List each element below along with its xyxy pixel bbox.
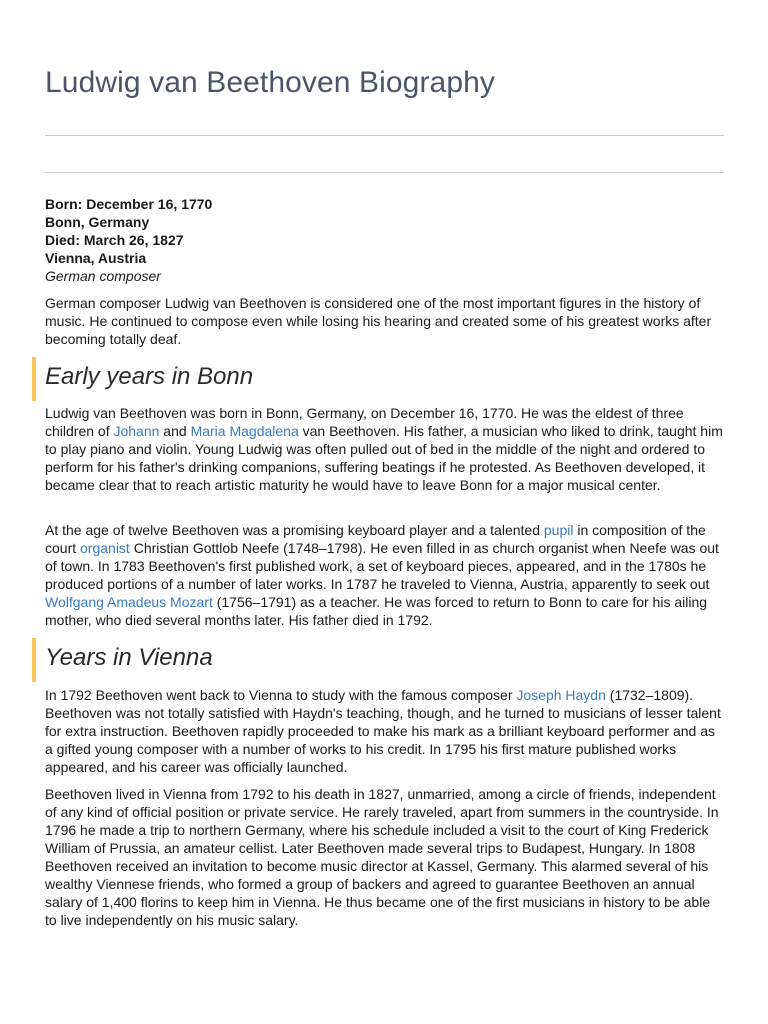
vienna-paragraph-1	[45, 686, 725, 776]
occupation: German composer	[45, 268, 161, 284]
text: Christian Gottlob Neefe (1748–1798). He even filled in as church organist when Neefe was out of town. In 1783 Beethoven's first published work, a set of keyboard pieces, appeared, and in the 1780s he produced portions of a number of later works. In 1787 he traveled to Vienna, Austria, apparently to seek out	[45, 540, 719, 592]
text: and	[159, 423, 191, 439]
divider-top	[45, 135, 724, 136]
link-pupil[interactable]: pupil	[543, 522, 574, 538]
died-place: Vienna, Austria	[45, 250, 147, 266]
link-organist[interactable]: organist	[80, 540, 130, 556]
early-paragraph-1	[45, 404, 725, 494]
intro-paragraph: German composer Ludwig van Beethoven is considered one of the most important figures in the history of music. He continued to compose even while losing his hearing and created some of his greatest works after becoming totally deaf.	[45, 295, 712, 347]
page-title: Ludwig van Beethoven Biography	[45, 66, 495, 99]
died-date: Died: March 26, 1827	[45, 232, 184, 248]
text: In 1792 Beethoven went back to Vienna to study with the famous composer	[45, 687, 517, 703]
biography-facts	[45, 195, 212, 285]
text: van Beethoven. His father, a musician who liked to drink, taught him to play piano and violin. Young Ludwig was often pulled out of bed in the middle of the night and ordered to perform for his father's drinking companions, suffering beatings if he protested. As Beethoven developed, it became clear that to reach artistic maturity he would have to leave Bonn for a major musical center.	[45, 423, 723, 493]
text: Ludwig van Beethoven was born in Bonn, Germany, on December 16, 1770. He was the eldest of three children of	[45, 405, 684, 439]
section-early-years	[32, 357, 254, 401]
section-years-in-vienna	[32, 638, 213, 682]
section-heading-years-in-vienna: Years in Vienna	[45, 644, 213, 671]
link-mozart[interactable]: Wolfgang Amadeus Mozart	[45, 594, 213, 610]
early-paragraph-2	[45, 521, 725, 629]
section-heading-early-years: Early years in Bonn	[45, 363, 254, 390]
text: (1756–1791) as a teacher. He was forced to return to Bonn to care for his ailing mother, who died several months later. His father died in 1792.	[45, 594, 708, 628]
text: in composition of the court	[45, 522, 706, 556]
text: (1732–1809). Beethoven was not totally satisfied with Haydn's teaching, though, and he turned to musicians of lesser talent for extra instruction. Beethoven rapidly proceeded to make his mark as a brilliant keyboard performer and as a gifted young composer with a number of works to his credit. In 1795 his first mature published works appeared, and his career was officially launched.	[45, 687, 721, 775]
link-maria-magdalena[interactable]: Maria Magdalena	[190, 423, 299, 439]
vienna-paragraph-2: Beethoven lived in Vienna from 1792 to his death in 1827, unmarried, among a circle of friends, independent of any kind of official position or private service. He rarely traveled, apart from summers in the countryside. In 1796 he made a trip to northern Germany, where his schedule included a visit to the court of King Frederick William of Prussia, an amateur cellist. Later Beethoven made several trips to Budapest, Hungary. In 1808 Beethoven received an invitation to become music director at Kassel, Germany. This alarmed several of his wealthy Viennese friends, who formed a group of backers and agreed to guarantee Beethoven an annual salary of 1,400 florins to keep him in Vienna. He thus became one of the first musicians in history to be able to live independently on his music salary.	[45, 786, 719, 928]
link-johann[interactable]: Johann	[113, 423, 160, 439]
born-place: Bonn, Germany	[45, 214, 150, 230]
divider-bottom	[45, 172, 724, 173]
text: At the age of twelve Beethoven was a promising keyboard player and a talented	[45, 522, 544, 538]
link-joseph-haydn[interactable]: Joseph Haydn	[516, 687, 606, 703]
born-date: Born: December 16, 1770	[45, 196, 213, 212]
